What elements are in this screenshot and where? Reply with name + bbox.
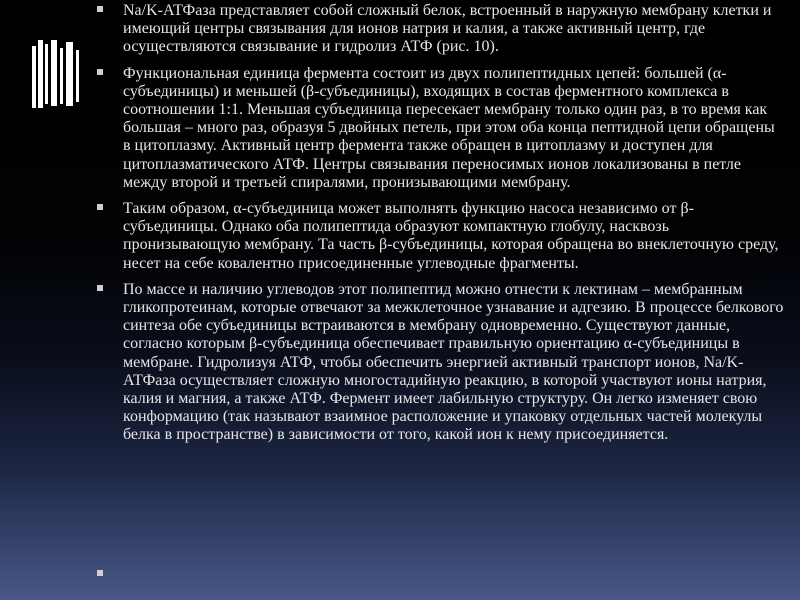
paragraph-text: Таким образом, α-субъединица может выполнять функцию насоса независимо от β-субъединицы. Однако оба полипептида образуют компактную глобулу, насквозь пронизывающую мембрану. Та часть β-субъединицы, которая обращена во внеклеточную среду, несет на себе ковалентно присоединенные углеводные фрагменты. (123, 200, 779, 272)
paragraph-text: Na/K-АТФаза представляет собой сложный белок, встроенный в наружную мембрану клетки и имеющий центры связывания для ионов натрия и калия, а также активный центр, где осуществляются связывание и гидролиз АТФ (рис. 10). (123, 2, 772, 56)
square-bullet-icon (97, 69, 103, 75)
deco-bar (66, 42, 73, 106)
square-bullet-icon (97, 204, 103, 210)
square-bullet-icon (97, 6, 103, 12)
vertical-bars-icon (32, 40, 82, 108)
square-bullet-icon (97, 285, 103, 291)
bullet-item (96, 200, 786, 273)
paragraph-text: По массе и наличию углеводов этот полипептид можно отнести к лектинам – мембранным гликопротеинам, которые отвечают за межклеточное узнавание и адгезию. В процессе белкового синтеза обе субъединицы встраиваются в мембрану одновременно. Существуют данные, согласно которым β-субъединица обеспечивает правильную ориентацию α-субъединицы в мембране. Гидролизуя АТФ, чтобы обеспечить энергией активный транспорт ионов, Na/K-АТФаза осуществляет сложную многостадийную реакцию, в которой участвуют ионы натрия, калия и магния, а также АТФ. Фермент имеет лабильную структуру. Он легко изменяет свою конформацию (так называют взаимное расположение и упаковку отдельных частей молекулы белка в пространстве) в зависимости от того, какой ион к нему присоединяется. (123, 280, 784, 444)
deco-bar (38, 40, 43, 108)
deco-bar (76, 50, 79, 102)
deco-bar (32, 46, 36, 108)
deco-bar (60, 48, 63, 104)
bullet-item (96, 281, 786, 445)
paragraph-text: Функциональная единица фермента состоит из двух полипептидных цепей: большей (α-субъединицы) и меньшей (β-субъединицы), входящих в состав ферментного комплекса в соотношении 1:1. Меньшая субъединица пересекает мембрану только один раз, в то время как большая – много раз, образуя 5 двойных петель, при этом оба конца пептидной цепи обращены в цитоплазму. Активный центр фермента также обращен в цитоплазму и доступен для цитоплазматического АТФ. Центры связывания переносимых ионов локализованы в петле между второй и третьей спиралями, пронизывающими мембрану. (123, 64, 775, 191)
bullet-item (96, 2, 786, 57)
empty-bullet-icon (97, 570, 103, 576)
slide-body (96, 2, 786, 453)
deco-bar (45, 44, 48, 104)
deco-bar (51, 40, 57, 106)
bullet-item (96, 65, 786, 192)
